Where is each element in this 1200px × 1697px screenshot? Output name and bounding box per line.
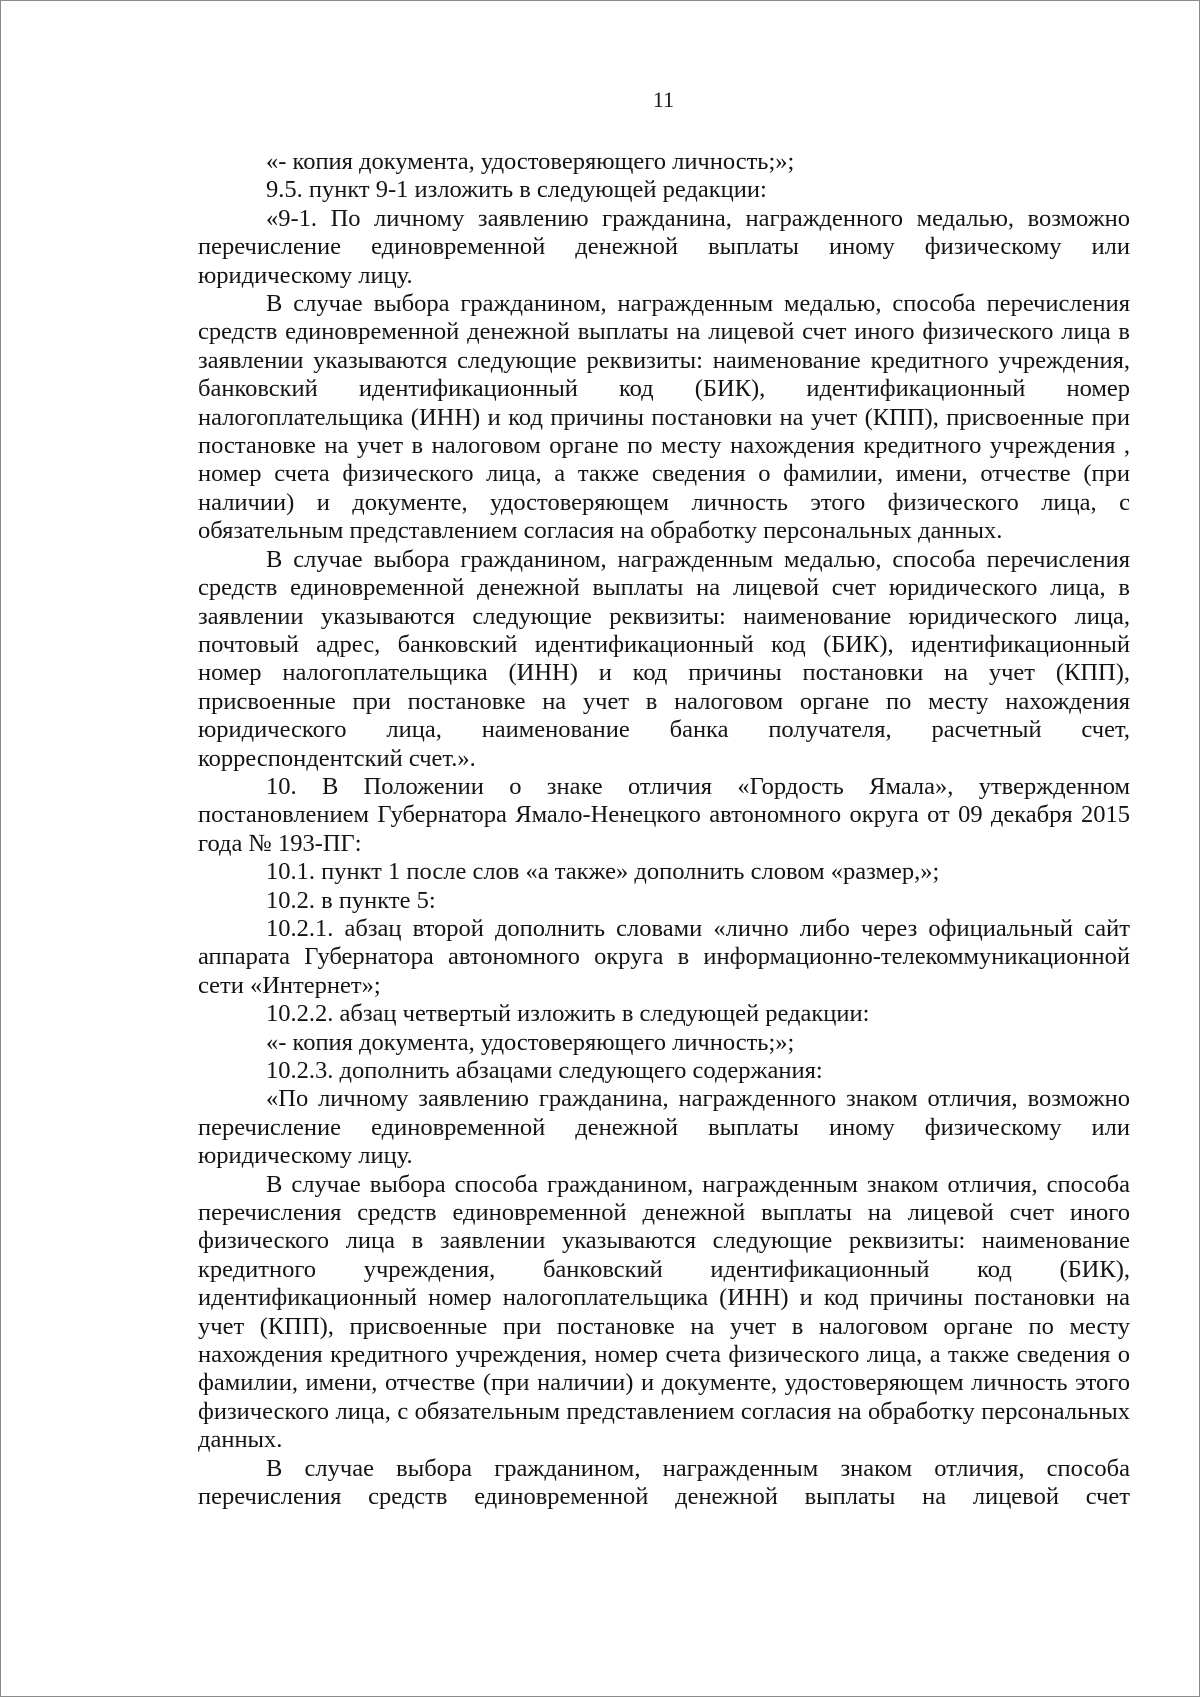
paragraph-copy-identity-document-2: «- копия документа, удостоверяющего личность;»;: [266, 1028, 795, 1056]
paragraph-badge-continued: В случае выбора гражданином, награжденным знаком отличия, способа перечисления средств единовременной денежной выплаты на лицевой счет: [198, 1454, 1130, 1511]
paragraph-10-2: 10.2. в пункте 5:: [266, 886, 436, 914]
paragraph-medal-legal-entity-account: В случае выбора гражданином, награжденным медалью, способа перечисления средств единовременной денежной выплаты на лицевой счет юридического лица, в заявлении указываются следующие реквизиты: наименование юридического лица, почтовый адрес, банковский идентификационный код (БИК), идентификационный номер налогоплательщика (ИНН) и код причины постановки на учет (КПП), присвоенные при постановке на учет в налоговом органе по месту нахождения юридического лица, наименование банка получателя, расчетный счет, корреспондентский счет.».: [198, 545, 1130, 772]
paragraph-medal-individual-account: В случае выбора гражданином, награжденным медалью, способа перечисления средств единовременной денежной выплаты на лицевой счет иного физического лица в заявлении указываются следующие реквизиты: наименование кредитного учреждения, банковский идентификационный код (БИК), идентификационный номер налогоплательщика (ИНН) и код причины постановки на учет (КПП), присвоенные при постановке на учет в налоговом органе по месту нахождения кредитного учреждения , номер счета физического лица, а также сведения о фамилии, имени, отчестве (при наличии) и документе, удостоверяющем личность этого физического лица, с обязательным представлением согласия на обработку персональных данных.: [198, 290, 1130, 545]
paragraph-10-2-3: 10.2.3. дополнить абзацами следующего содержания:: [266, 1057, 823, 1084]
paragraph-badge-individual-account: В случае выбора способа гражданином, награжденным знаком отличия, способа перечисления средств единовременной денежной выплаты на лицевой счет иного физического лица в заявлении указываются следующие реквизиты: наименование кредитного учреждения, банковский идентификационный код (БИК), идентификационный номер налогоплательщика (ИНН) и код причины постановки на учет (КПП), присвоенные при постановке на учет в налоговом органе по месту нахождения кредитного учреждения, номер счета физического лица, а также сведения о фамилии, имени, отчестве (при наличии) и документе, удостоверяющем личность этого физического лица, с обязательным представлением согласия на обработку персональных данных.: [198, 1170, 1130, 1454]
paragraph-badge-application: «По личному заявлению гражданина, награжденного знаком отличия, возможно перечисление единовременной денежной выплаты иному физическому или юридическому лицу.: [198, 1085, 1130, 1170]
document-body: [198, 148, 1130, 1512]
page-number: 11: [652, 87, 675, 112]
paragraph-10-pride-of-yamal: 10. В Положении о знаке отличия «Гордость Ямала», утвержденном постановлением Губернатора Ямало-Ненецкого автономного округа от 09 декабря 2015 года № 193-ПГ:: [198, 772, 1130, 857]
paragraph-copy-identity-document: «- копия документа, удостоверяющего личность;»;: [266, 148, 795, 175]
paragraph-10-2-2: 10.2.2. абзац четвертый изложить в следующей редакции:: [266, 1000, 870, 1028]
paragraph-9-5: 9.5. пункт 9-1 изложить в следующей редакции:: [266, 176, 767, 204]
paragraph-10-1: 10.1. пункт 1 после слов «а также» дополнить словом «размер,»;: [266, 858, 940, 886]
paragraph-9-1-application: «9-1. По личному заявлению гражданина, награжденного медалью, возможно перечисление единовременной денежной выплаты иному физическому или юридическому лицу.: [198, 204, 1130, 289]
paragraph-10-2-1: 10.2.1. абзац второй дополнить словами «лично либо через официальный сайт аппарата Губернатора автономного округа в информационно-телекоммуникационной сети «Интернет»;: [198, 914, 1130, 999]
